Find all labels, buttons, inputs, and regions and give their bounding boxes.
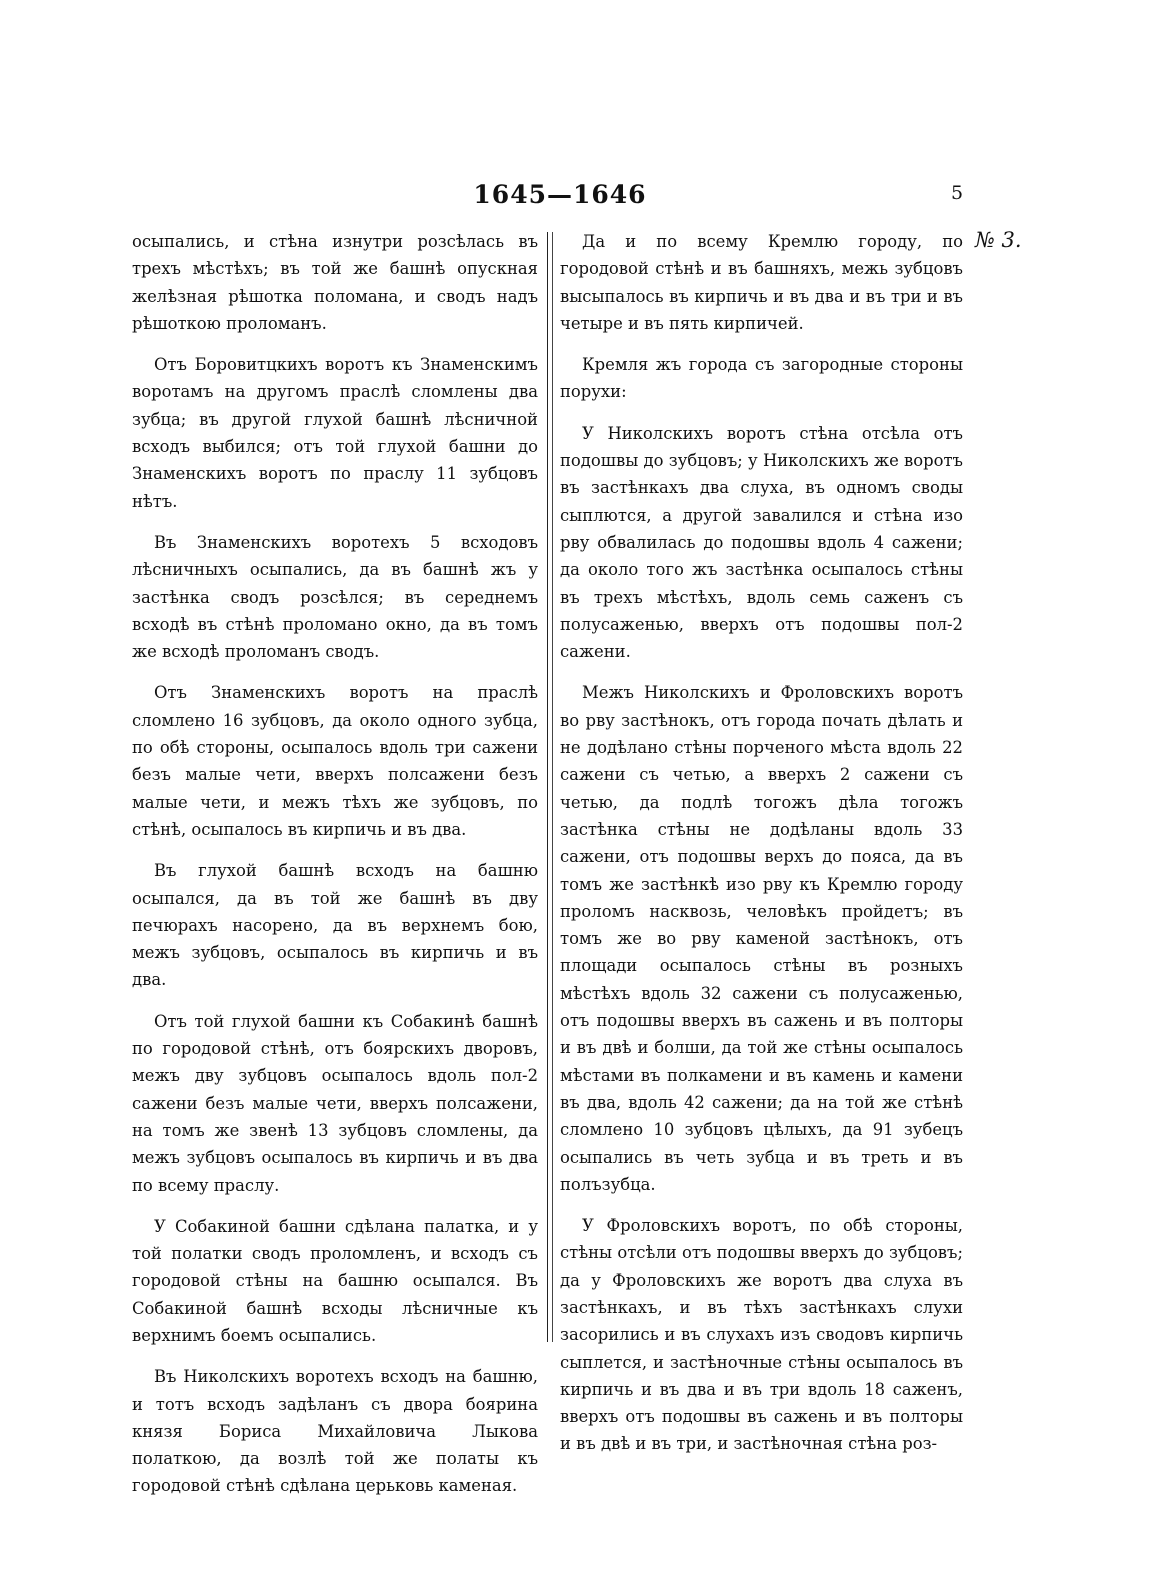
paragraph: У Собакиной башни сдѣлана палатка, и у той полатки сводъ проломленъ, и всходъ съ городовой стѣны на башню осыпался. Въ Собакиной башнѣ всходы лѣсничные къ верхнимъ боемъ осыпались.	[132, 1216, 538, 1345]
paragraph: Въ Знаменскихъ воротехъ 5 всходовъ лѣсничныхъ осыпались, да въ башнѣ жъ у застѣнка сводъ розсѣлся; въ середнемъ всходѣ въ стѣнѣ проломано окно, да въ томъ же всходѣ проломанъ сводъ.	[132, 532, 538, 662]
page-number: 5	[951, 182, 964, 204]
paragraph: осыпались, и стѣна изнутри розсѣлась въ трехъ мѣстѣхъ; въ той же башнѣ опускная желѣзная рѣшотка поломана, и сводъ надъ рѣшоткою проломанъ.	[132, 232, 538, 333]
margin-document-number: № 3.	[975, 228, 1022, 252]
right-text-column	[560, 228, 963, 1472]
paragraph: Отъ Знаменскихъ воротъ на праслѣ сломлено 16 зубцовъ, да около одного зубца, по обѣ стороны, осыпалось вдоль три сажени безъ малые чети, вверхъ полсажени безъ малые чети, и межъ тѣхъ же зубцовъ, по стѣнѣ, осыпалось въ кирпичь и въ два.	[132, 683, 538, 839]
column-divider	[547, 232, 548, 1342]
paragraph: У Николскихъ воротъ стѣна отсѣла отъ подошвы до зубцовъ; у Николскихъ же воротъ въ застѣнкахъ два слуха, въ одномъ своды сыплются, а другой завалился и стѣна изо рву обвалилась до подошвы вдоль 4 сажени; да около того жъ застѣнка осыпалось стѣны въ трехъ мѣстѣхъ, вдоль семь саженъ съ полусаженью, вверхъ отъ подошвы пол-2 сажени.	[560, 423, 963, 662]
paragraph: Межъ Николскихъ и Фроловскихъ воротъ во рву застѣнокъ, отъ города почать дѣлать и не додѣлано стѣны порченого мѣста вдоль 22 сажени съ четью, а вверхъ 2 сажени съ четью, да подлѣ тогожъ дѣла тогожъ застѣнка стѣны не додѣланы вдоль 33 сажени, отъ подошвы верхъ до пояса, да въ томъ же застѣнкѣ изо рву къ Кремлю городу проломъ насквозь, человѣкъ пройдетъ; въ томъ же во рву каменой застѣнокъ, отъ площади осыпалось стѣны въ розныхъ мѣстѣхъ вдоль 32 сажени съ полусаженью, отъ подошвы вверхъ въ сажень и въ полторы и въ двѣ и болши, да той же стѣны осыпалось мѣстами въ полкамени и въ камень и камени въ два, вдоль 42 сажени; да на той же стѣнѣ сломлено 10 зубцовъ цѣлыхъ, да 91 зубецъ осыпались въ четь зубца и въ треть и въ полъзубца.	[560, 683, 963, 1194]
paragraph: Кремля жъ города съ загородные стороны порухи:	[560, 355, 963, 402]
paragraph: Отъ Боровитцкихъ воротъ къ Знаменскимъ воротамъ на другомъ праслѣ сломлены два зубца; въ другой глухой башнѣ лѣсничной всходъ выбился; отъ той глухой башни до Знаменскихъ воротъ по праслу 11 зубцовъ нѣтъ.	[132, 355, 538, 511]
page-header-years: 1645—1646	[473, 180, 647, 209]
paragraph: Въ Николскихъ воротехъ всходъ на башню, и тотъ всходъ задѣланъ съ двора боярина князя Бориса Михайловича Лыкова полаткою, да возлѣ той же полаты къ городовой стѣнѣ сдѣлана церьковь каменая.	[132, 1367, 538, 1496]
column-divider	[552, 232, 553, 1342]
paragraph: У Фроловскихъ воротъ, по обѣ стороны, стѣны отсѣли отъ подошвы вверхъ до зубцовъ; да у Фроловскихъ же воротъ два слуха въ застѣнкахъ, и въ тѣхъ застѣнкахъ слухи засорились и въ слухахъ изъ сводовъ кирпичь сыплется, и застѣночные стѣны осыпалось въ кирпичь и въ два и въ три вдоль 18 саженъ, вверхъ отъ подошвы въ сажень и въ полторы и въ двѣ и въ три, и застѣночная стѣна роз-	[560, 1216, 963, 1454]
left-text-column	[132, 228, 538, 1514]
paragraph: Да и по всему Кремлю городу, по городовой стѣнѣ и въ башняхъ, межь зубцовъ высыпалось въ кирпичь и въ два и въ три и въ четыре и въ пять кирпичей.	[560, 232, 963, 333]
paragraph: Въ глухой башнѣ всходъ на башню осыпался, да въ той же башнѣ въ дву печюрахъ насорено, да въ верхнемъ бою, межъ зубцовъ, осыпалось въ кирпичь и въ два.	[132, 861, 538, 990]
paragraph: Отъ той глухой башни къ Собакинѣ башнѣ по городовой стѣнѣ, отъ боярскихъ дворовъ, межъ дву зубцовъ осыпалось вдоль пол-2 сажени безъ малые чети, вверхъ полсажени, на томъ же звенѣ 13 зубцовъ сломлены, да межъ зубцовъ осыпалось въ кирпичь и въ два по всему праслу.	[132, 1011, 538, 1195]
